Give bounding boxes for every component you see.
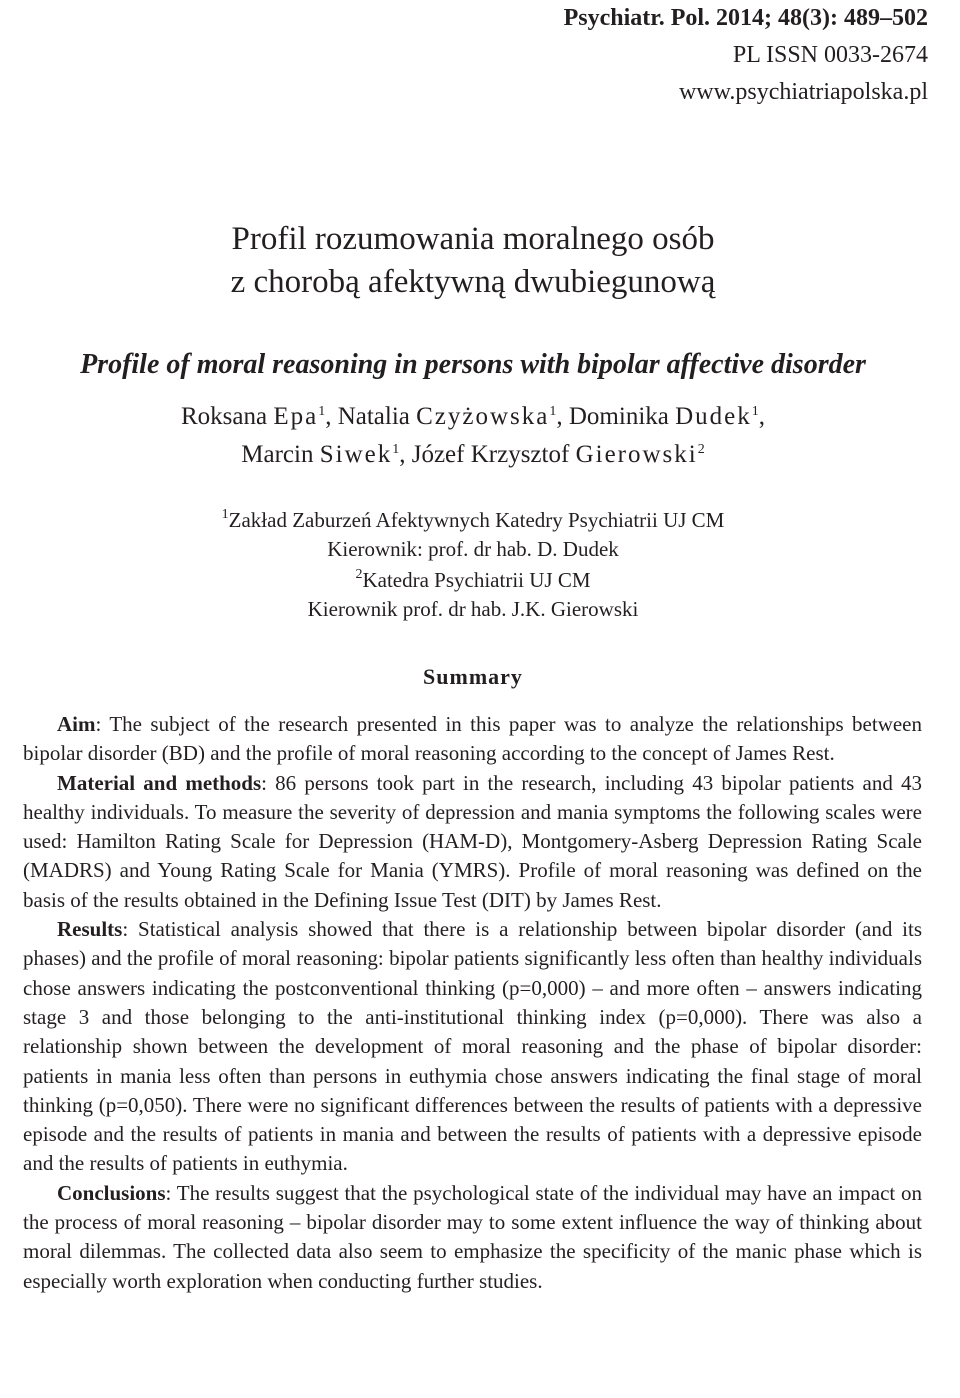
english-title: Profile of moral reasoning in persons with bipolar affective disorder [80,349,866,380]
affiliation-name: $^2$Katedra Psychiatrii UJ CM [355,567,591,592]
affiliation-head: Kierownik: prof. dr hab. D. Dudek [327,537,619,561]
affiliation-2 [0,566,946,624]
author: Dominika Dudek$^1$ [568,403,759,430]
author-line-1: Roksana Epa$^1$, Natalia Czyżowska$^1$, Dominika Dudek$^1$, [180,403,766,430]
abstract-conclusions: Conclusions: The results suggest that the psychological state of the individual may have an impact on the process of moral reasoning – bipolar disorder may to some extent influence the way of thinking about moral dilemmas. The collected data also seem to emphasize the specificity of the manic phase which is especially worth exploration when conducting further studies. [23,1180,922,1293]
polish-title-line-1: Profil rozumowania moralnego osób [231,221,715,257]
journal-header [564,0,928,111]
journal-website: www.psychiatriapolska.pl [678,79,928,105]
polish-title-line-2: z chorobą afektywną dwubiegunową [230,264,716,300]
journal-issn: PL ISSN 0033-2674 [732,42,928,68]
abstract-methods: Material and methods: 86 persons took part in the research, including 43 bipolar patients and 43 healthy individuals. To measure the severity of depression and mania symptoms the following scales were used: Hamilton Rating Scale for Depression (HAM-D), Montgomery-Asberg Depression Rating Scale (MADRS) and Young Rating Scale for Mania (YMRS). Profile of moral reasoning was defined on the basis of the results obtained in the Defining Issue Test (DIT) by James Rest. [23,770,922,912]
affiliation-head: Kierownik prof. dr hab. J.K. Gierowski [307,597,639,621]
author-line-2: Marcin Siwek$^1$, Józef Krzysztof Gierowski$^2$ [241,441,705,468]
author: Józef Krzysztof Gierowski$^2$ [411,441,705,468]
affiliation-name: $^1$Zakład Zaburzeń Afektywnych Katedry Psychiatrii UJ CM [221,507,725,532]
abstract-results: Results: Statistical analysis showed that there is a relationship between bipolar disorder (and its phases) and the profile of moral reasoning: bipolar patients significantly less often than healthy individuals chose answers indicating the postconventional thinking (p=0,000) – and more often – answers indicating stage 3 and those belonging to the anti-institutional thinking index (p=0,000). There was also a relationship shown between the development of moral reasoning and the phase of bipolar disorder: patients in mania less often than persons in euthymia chose answers indicating the final stage of moral thinking (p=0,050). There were no significant differences between the results of patients with a depressive episode and the results of patients in mania and between the results of patients with a depressive episode and the results of patients in euthymia. [23,917,922,1176]
author-list [0,398,946,474]
author: Roksana Epa$^1$ [180,403,326,430]
abstract-body [23,710,922,1296]
author: Natalia Czyżowska$^1$ [337,403,557,430]
polish-title [0,218,946,304]
abstract-aim: Aim: The subject of the research presented in this paper was to analyze the relationships between bipolar disorder (BD) and the profile of moral reasoning according to the concept of James Rest. [23,712,922,766]
summary-heading: Summary [423,664,523,689]
author: Marcin Siwek$^1$ [241,441,400,468]
affiliation-1 [0,506,946,564]
journal-citation: Psychiatr. Pol. 2014; 48(3): 489–502 [563,5,928,31]
